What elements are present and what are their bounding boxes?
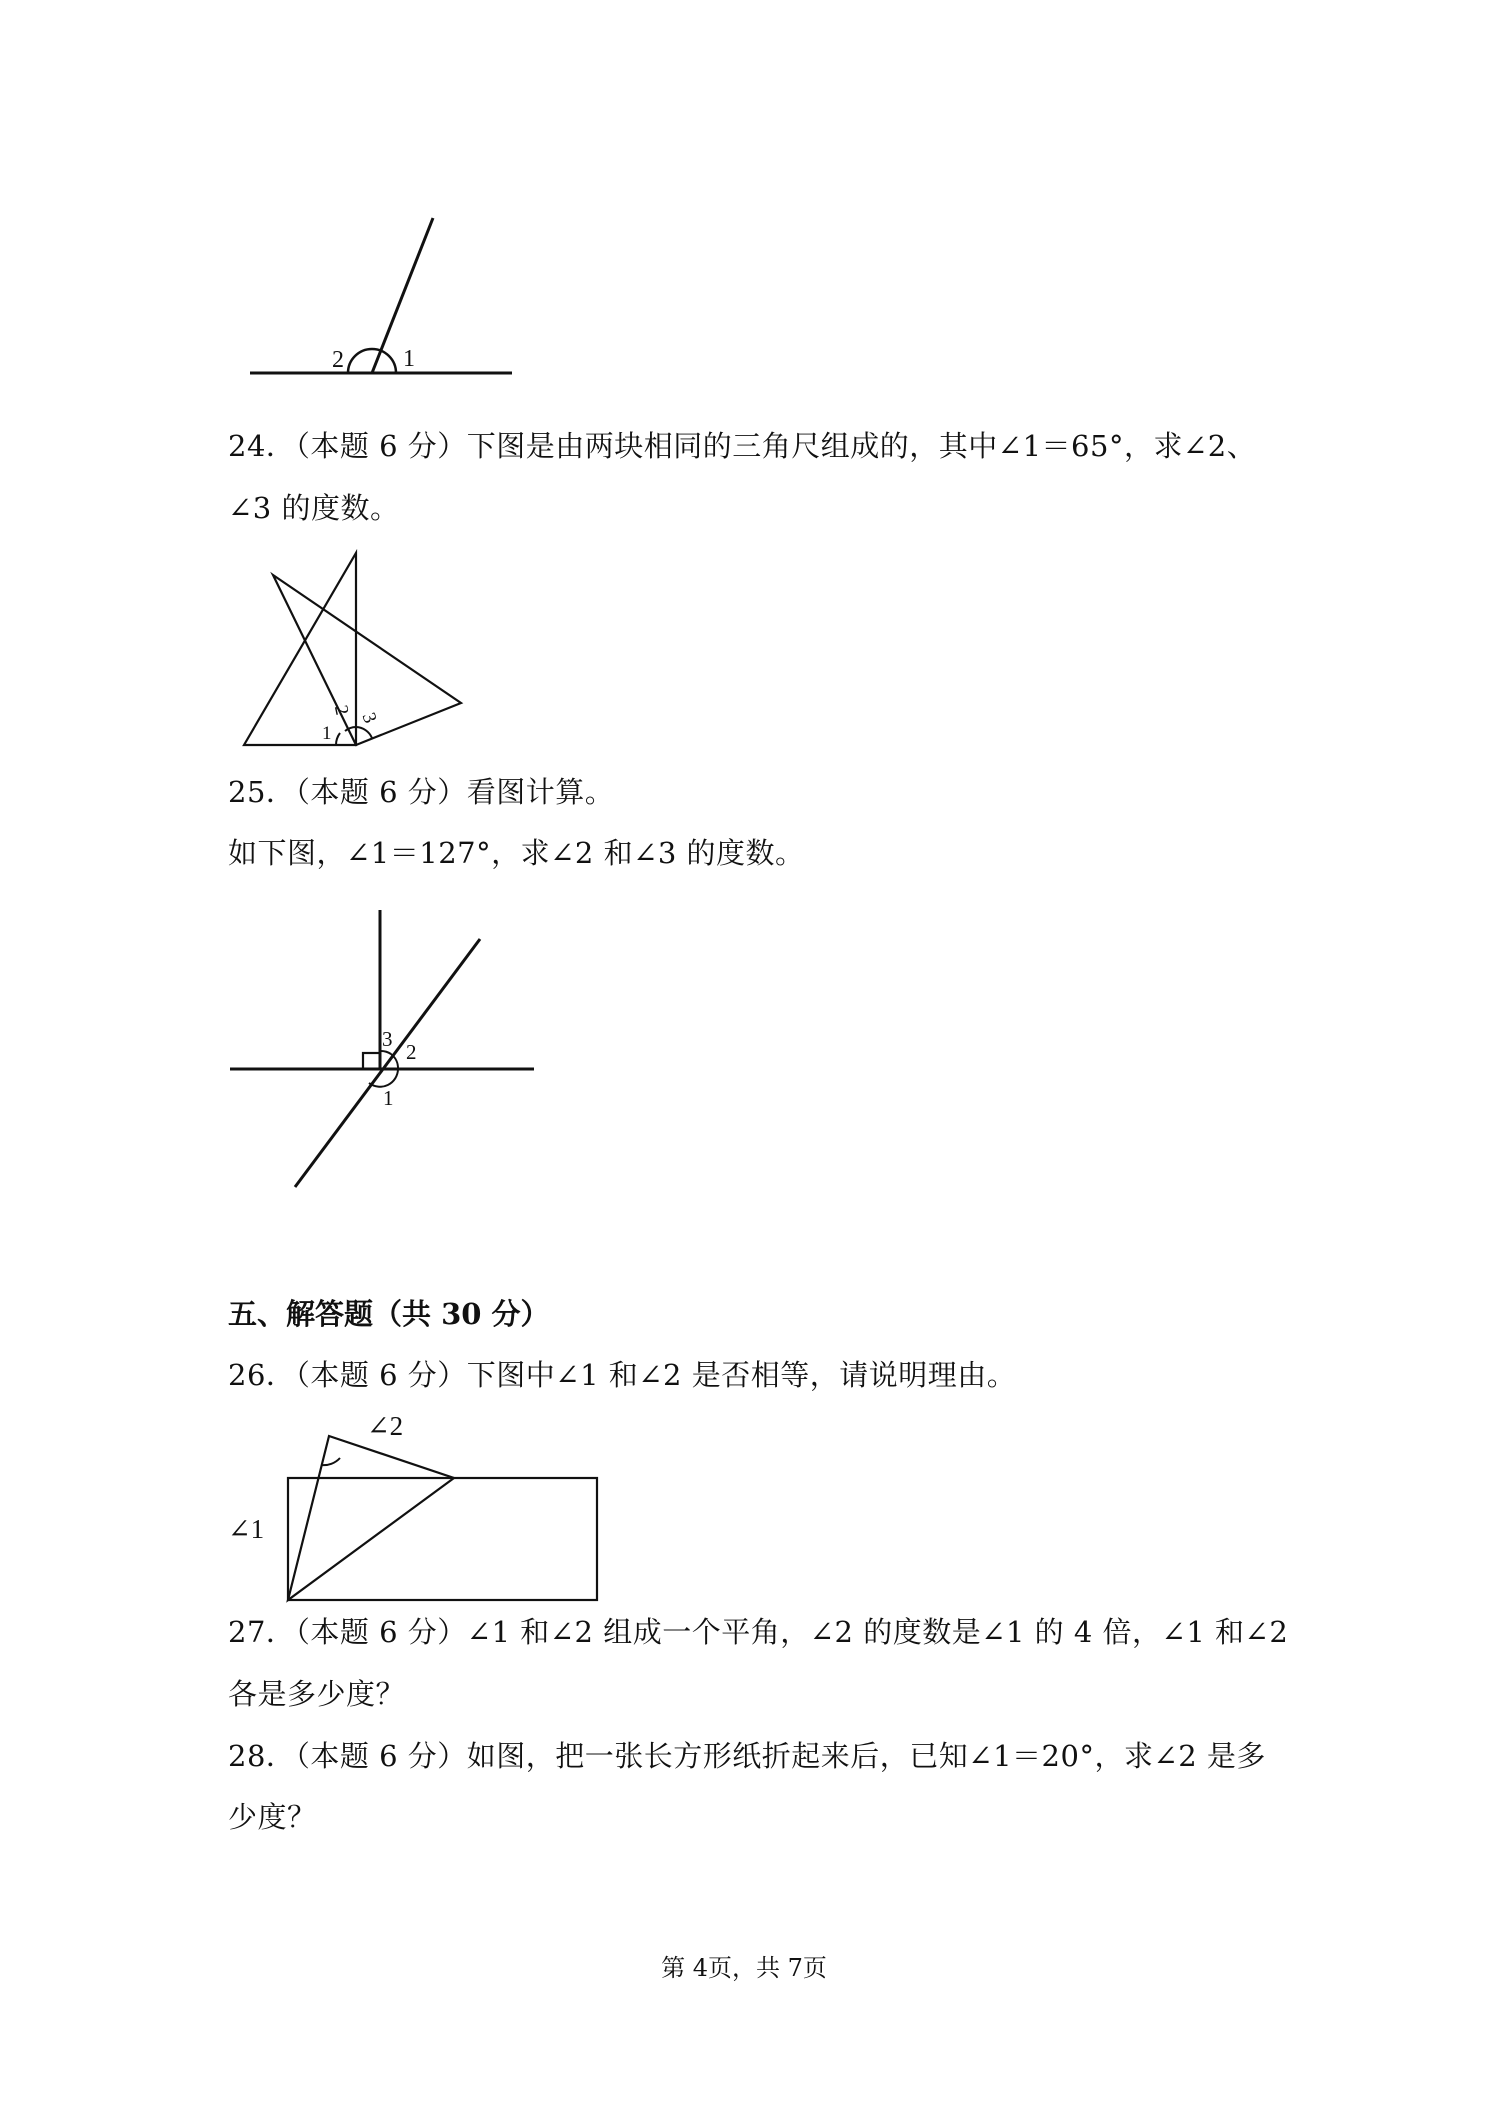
figure-angles-on-line (240, 210, 530, 390)
angle-label-2: 2 (332, 347, 344, 373)
q26-text-line1: 26．（本题 6 分）下图中∠1 和∠2 是否相等，请说明理由。 (228, 1358, 1017, 1392)
figure-intersecting-lines (225, 905, 545, 1195)
page-number-footer: 第 4页，共 7页 (661, 1954, 827, 1982)
figure-two-set-squares-svg (230, 545, 470, 755)
angle-arc-3 (380, 1051, 391, 1054)
q28-text-line1: 28．（本题 6 分）如图，把一张长方形纸折起来后，已知∠1＝20°，求∠2 是多 (228, 1739, 1266, 1773)
figure-folded-rectangle (225, 1410, 605, 1610)
slanted-line (295, 939, 480, 1187)
q27-text-line1: 27．（本题 6 分）∠1 和∠2 组成一个平角，∠2 的度数是∠1 的 4 倍，∠1 和∠2 (228, 1615, 1289, 1649)
figure-angles-on-line-svg (240, 210, 530, 390)
angle-label-2: 2 (329, 703, 353, 717)
angle-label-2: 2 (406, 1040, 417, 1064)
figure-folded-rectangle-svg (225, 1410, 605, 1610)
angle-label-2: ∠2 (367, 1411, 404, 1441)
angle-label-1: 1 (383, 1086, 394, 1110)
angle-label-3: 3 (382, 1027, 393, 1051)
right-angle-mark (363, 1053, 380, 1069)
set-square-upright (244, 553, 356, 745)
folded-triangle (288, 1436, 454, 1600)
angle-arc-1 (336, 733, 340, 745)
figure-two-set-squares (230, 545, 470, 755)
angle-label-1: 1 (403, 346, 415, 372)
figure-intersecting-lines-svg (225, 905, 545, 1195)
angle-label-1: 1 (322, 723, 332, 744)
q24-text-line2: ∠3 的度数。 (228, 491, 400, 525)
q25-text-line2: 如下图，∠1＝127°，求∠2 和∠3 的度数。 (228, 836, 805, 870)
section-5-title: 五、解答题（共 30 分） (228, 1297, 550, 1331)
q25-text-line1: 25．（本题 6 分）看图计算。 (228, 775, 615, 809)
angle-label-3: 3 (357, 709, 381, 727)
q24-text-line1: 24．（本题 6 分）下图是由两块相同的三角尺组成的，其中∠1＝65°，求∠2、 (228, 429, 1257, 463)
q28-text-line2: 少度？ (228, 1800, 317, 1834)
angle-label-1: ∠1 (228, 1514, 265, 1544)
q27-text-line2: 各是多少度？ (228, 1677, 406, 1711)
rectangle (288, 1478, 597, 1600)
angle-arc-3 (356, 727, 372, 738)
